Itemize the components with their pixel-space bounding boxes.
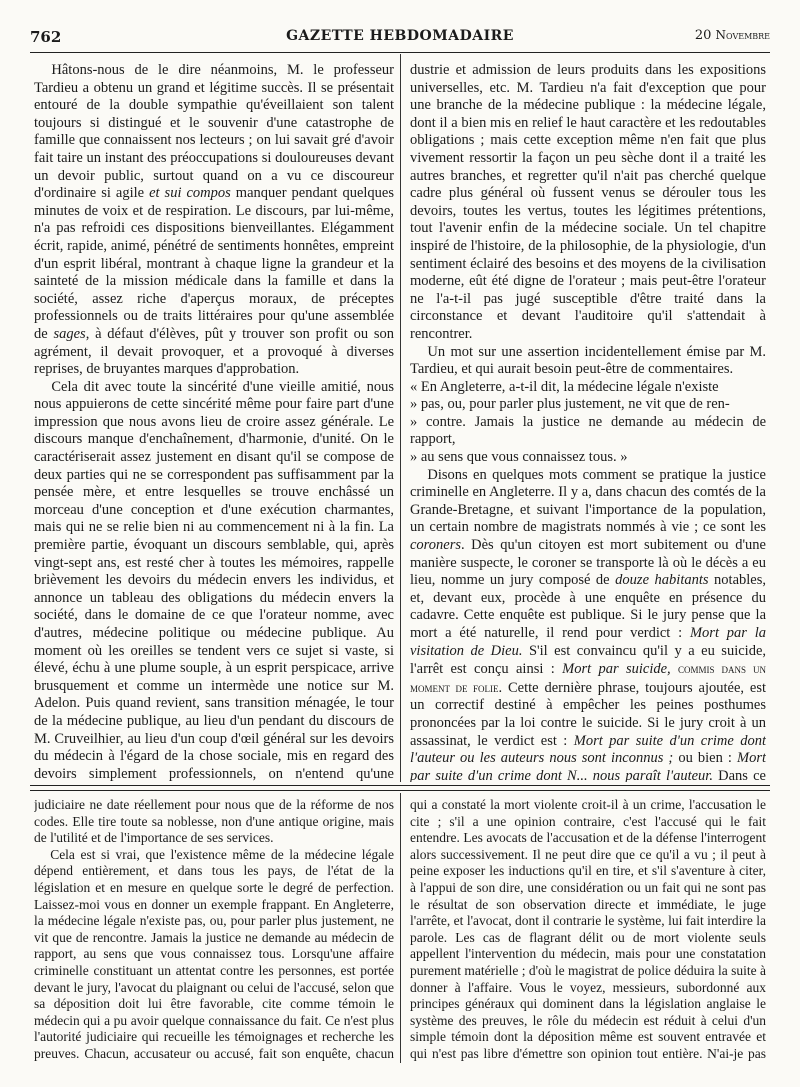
top-left-column: [34, 62, 394, 782]
bottom-right-column: [410, 797, 766, 1061]
paragraph-top-left-1: Hâtons-nous de le dire néanmoins, M. le professeur Tardieu a obtenu un grand et légitime succès. Il se présentait entouré de la double sympathie qu'éveillaient son talent toujours si distingué et le souvenir d'une catastrophe de famille que connaissent nos lecteurs ; on lui savait gré d'avoir fait taire un instant des préoccupations si douloureuses devant un devoir public, surtout quand on a vu ce discoureur d'ordinaire si agile et sui compos manquer pendant quelques minutes de voix et de respiration. Le discours, par lui-même, n'a pas refroidi ces dispositions bienveillantes. Elégamment écrit, rapide, animé, pénétré de sentiments honnêtes, empreint d'un esprit libéral, montrant à chaque ligne la grandeur et la sainteté de la mission médicale dans la famille et dans la société, assez riche d'aperçus moraux, de préceptes professionnels ou de traits littéraires pour qu'une assemblée de sages, à défaut d'élèves, pût y trouver son profit ou son agrément, il devait provoquer, et a provoqué à diverses reprises, de bruyantes marques d'approbation.: [34, 62, 394, 378]
quote-line-3: » contre. Jamais la justice ne demande au médecin de rapport,: [410, 413, 766, 448]
section-rule-1: [30, 785, 770, 786]
page-header: [30, 28, 770, 46]
paragraph-top-right-1: dustrie et admission de leurs produits dans les expositions universelles, etc. M. Tardieu n'a fait d'exception que pour une branche de la médecine publique : la médecine légale, dont il a bien mis en relief le haut caractère et les redoutables obligations ; mais cette exception même n'en fait que plus vivement ressortir la façon un peu sèche dont il a traité les autres branches, et regretter qu'il n'ait pas cherché quelque cadre plus général où fussent venus se dérouler tous les devoirs, toutes les vertus, toutes les légitimes prétentions, tout l'avenir enfin de la médecine sociale. Un tel chapitre inspiré de l'histoire, de la philosophie, de la physiologie, d'un sentiment éclairé des besoins et des moyens de la civilisation moderne, eût été digne de l'orateur ; mais peut-être l'orateur ne l'a-t-il pas jugé susceptible d'être traité dans la circonstance et devant l'auditoire qu'il s'attendait à rencontrer.: [410, 62, 766, 342]
journal-title: GAZETTE HEBDOMADAIRE: [286, 28, 514, 44]
paragraph-top-right-2: Un mot sur une assertion incidentellement émise par M. Tardieu, et qui aurait besoin peut-être de commentaires.: [410, 343, 766, 378]
paragraph-top-right-3: Disons en quelques mots comment se pratique la justice criminelle en Angleterre. Il y a, dans chacun des comtés de la Grande-Bretagne, et suivant l'importance de la population, un certain nombre de magistrats nommés à vie ; ce sont les coroners. Dès qu'un citoyen est mort subitement ou d'une manière suspecte, le coroner se transporte là où le décès a eu lieu, nomme un jury composé de douze habitants notables, et, devant eux, procède à une enquête en présence du cadavre. Cette enquête est publique. Si le jury pense que la mort a été naturelle, il rend pour verdict : Mort par la visitation de Dieu. S'il est convaincu qu'il y a eu suicide, l'arrêt est conçu ainsi : Mort par suicide, commis dans un moment de folie. Cette dernière phrase, toujours ajoutée, est un correctif destiné à empêcher les peines posthumes prononcées par la loi contre le suicide. Si le jury croit à un assassinat, le verdict est : Mort par suite d'un crime dont l'auteur ou les auteurs nous sont inconnus ; ou bien : Mort par suite d'un crime dont N... nous paraît l'auteur. Dans ce: [410, 466, 766, 782]
quote-line-4: » au sens que vous connaissez tous. »: [410, 449, 628, 466]
header-rule: [30, 52, 770, 53]
top-right-column: [410, 62, 766, 782]
column-divider-bottom: [400, 793, 401, 1063]
paragraph-bottom-left-1: judiciaire ne date réellement pour nous que de la réforme de nos codes. Elle tire toute sa noblesse, non d'une antique origine, mais de l'utilité et de l'importance de ses services.: [34, 797, 394, 846]
column-divider-top: [400, 54, 401, 782]
page-number: 762: [30, 28, 62, 46]
paragraph-bottom-right-1: qui a constaté la mort violente croit-il à un crime, l'accusation le cite ; s'il a une opinion contraire, c'est l'accusé qui le fait entendre. Les avocats de l'accusation et de la défense l'interrogent alors successivement. Il ne peut dire que ce qu'il a vu ; il peut à peine exposer les inductions qu'il en tire, et s'il s'aventure à citer, à l'appui de son dire, une considération ou un fait qui ne sont pas le résultat de son observation directe et immédiate, le juge l'arrête, et l'avocat, dont il contrarie le système, lui fait interdire la parole. Les cas de flagrant délit ou de mort violente seuls appellent l'intervention du médecin, mais pour une constatation purement matérielle ; d'où le magistrat de police déduira la suite à donner à l'affaire. Vous le voyez, messieurs, subordonné aux principes généraux qui dominent dans la législation anglaise le système des preuves, le rôle du médecin est réduit à celui d'un simple témoin dont la déposition même est souvent entravée et qui n'est pas libre d'émettre son opinion tout entière. N'ai-je pas: [410, 797, 766, 1061]
issue-date: 20 Novembre: [694, 28, 770, 43]
quote-line-2: » pas, ou, pour parler plus justement, ne vit que de ren-: [410, 396, 730, 413]
bottom-left-column: [34, 797, 394, 1061]
quote-line-1: « En Angleterre, a-t-il dit, la médecine légale n'existe: [410, 378, 719, 395]
paragraph-top-left-2: Cela dit avec toute la sincérité d'une vieille amitié, nous nous appuierons de cette sincérité même pour faire part d'une impression que nous avons lieu de croire assez générale. Le discours manque d'enchaînement, d'harmonie, d'unité. On le caractériserait assez justement en disant qu'il se compose de deux parties qui ne se correspondent pas suffisamment par la pensée mère, et entre lesquelles se trouve enchâssé un morceau d'une conception et d'une exécution charmantes, mais qui ne se relie bien ni au commencement ni à la fin. La première partie, évoquant un discours semblable, qui, après vingt-sept ans, est resté cher à toutes les mémoires, rappelle brièvement les devoirs du médecin envers les individus, et annonce un tableau des obligations du médecin envers la société, dans le domaine de ce que l'orateur nomme, avec d'autres, médecine politique ou médecine publique. Au moment où les oreilles se tendent vers ce sujet si vaste, si élevé, échu à une plume souple, à un esprit perspicace, arrive brusquement et comme un intermède une notice sur M. Adelon. Puis quand revient, sans transition ménagée, le tour de la médecine publique, au lieu d'un pendant du discours de M. Cruveilhier, au lieu d'un coup d'œil général sur les devoirs du médecin à l'égard de la chose sociale, mis en regard des devoirs simplement professionnels, on n'entend qu'une: [34, 378, 394, 782]
paragraph-bottom-left-2: Cela est si vrai, que l'existence même de la médecine légale dépend entièrement, et dans tous les pays, de l'état de la législation et en mesure en quelque sorte le degré de perfection. Laissez-moi vous en donner un exemple frappant. En Angleterre, la médecine légale n'existe pas, ou, pour parler plus justement, ne vit que de rencontre. Jamais la justice ne demande au médecin de rapport, au sens que vous connaissez tous. Lorsqu'une affaire criminelle constituant un attentat contre les personnes, est portée devant le jury, l'avocat du plaignant ou celui de l'accusé, selon que sa déposition doit lui être favorable, cite comme témoin le médecin qui a pu avoir quelque connaissance du fait. Ce n'est plus l'autorité judiciaire qui recueille les témoignages et recherche les preuves. Chacun, accusateur ou accusé, fait son enquête, chacun: [34, 846, 394, 1061]
section-rule-2: [30, 790, 770, 791]
